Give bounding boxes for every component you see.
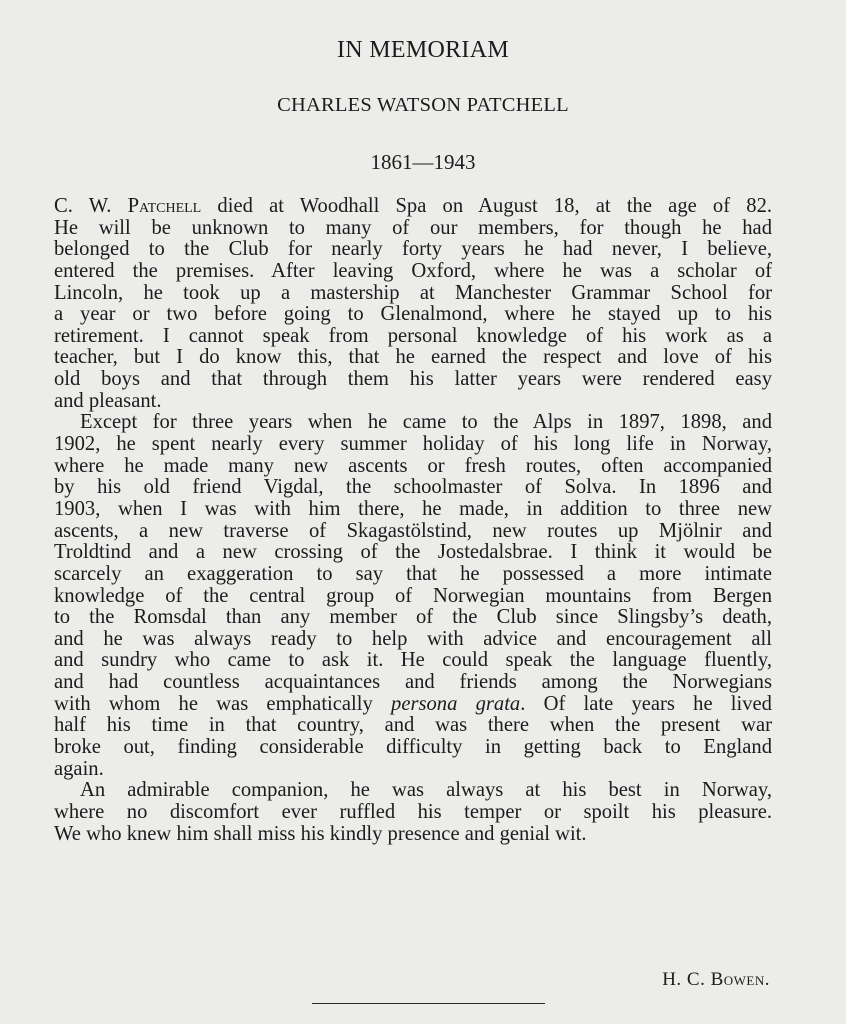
italic-phrase: persona grata — [391, 692, 521, 715]
text-line: and sundry who came to ask it. He could speak the language fluently, — [54, 649, 772, 672]
paragraph — [54, 412, 772, 780]
life-dates: 1861—1943 — [370, 150, 476, 174]
text-line: ascents, a new traverse of Skagastölstind, new routes up Mjölnir and — [54, 519, 772, 542]
text-line: He will be unknown to many of our members, for though he had — [54, 216, 772, 239]
text-line: half his time in that country, and was there when the present war — [54, 714, 772, 737]
text-line: and pleasant. — [54, 389, 162, 412]
text-line: with whom he was emphatically persona grata. Of late years he lived — [54, 692, 772, 715]
page-title: IN MEMORIAM — [337, 37, 509, 63]
text-line: by his old friend Vigdal, the schoolmaster of Solva. In 1896 and — [54, 476, 772, 499]
text-line: 1902, he spent nearly every summer holiday of his long life in Norway, — [54, 433, 772, 456]
text-line: and he was always ready to help with advice and encouragement all — [54, 627, 772, 650]
text-line: knowledge of the central group of Norwegian mountains from Bergen — [54, 584, 772, 607]
text-line: a year or two before going to Glenalmond, where he stayed up to his — [54, 303, 772, 326]
text-line: C. W. Patchell died at Woodhall Spa on August 18, at the age of 82. — [54, 195, 773, 217]
text-line: An admirable companion, he was always at his best in Norway, — [80, 779, 772, 802]
text-line: where no discomfort ever ruffled his temper or spoilt his pleasure. — [54, 800, 772, 823]
text-line: We who knew him shall miss his kindly presence and genial wit. — [54, 822, 587, 845]
paragraph — [54, 196, 772, 412]
subject-name: CHARLES WATSON PATCHELL — [277, 94, 569, 116]
text-line: belonged to the Club for nearly forty years he had never, I believe, — [54, 238, 772, 261]
paragraph — [54, 780, 772, 845]
memorial-body — [54, 196, 772, 845]
text-line: where he made many new ascents or fresh routes, often accompanied — [54, 454, 772, 477]
text-line: again. — [54, 757, 104, 780]
text-line: and had countless acquaintances and friends among the Norwegians — [54, 671, 772, 694]
text-line: Troldtind and a new crossing of the Jostedalsbrae. I think it would be — [54, 541, 772, 564]
text-line: to the Romsdal than any member of the Club since Slingsby’s death, — [54, 606, 772, 629]
author-signature: H. C. Bowen. — [662, 969, 770, 990]
text-line: Except for three years when he came to the Alps in 1897, 1898, and — [80, 411, 772, 434]
text-line: 1903, when I was with him there, he made, in addition to three new — [54, 497, 772, 520]
section-divider — [312, 1003, 545, 1004]
text-line: Lincoln, he took up a mastership at Manchester Grammar School for — [54, 281, 772, 304]
text-line: entered the premises. After leaving Oxford, where he was a scholar of — [54, 259, 772, 282]
text-line: scarcely an exaggeration to say that he possessed a more intimate — [54, 562, 772, 585]
text-line: broke out, finding considerable difficulty in getting back to England — [54, 736, 772, 759]
text-line: retirement. I cannot speak from personal knowledge of his work as a — [54, 324, 772, 347]
text-line: teacher, but I do know this, that he earned the respect and love of his — [54, 346, 772, 369]
text-line: old boys and that through them his latter years were rendered easy — [54, 368, 772, 391]
name-small-caps: C. W. Patchell — [54, 195, 202, 217]
